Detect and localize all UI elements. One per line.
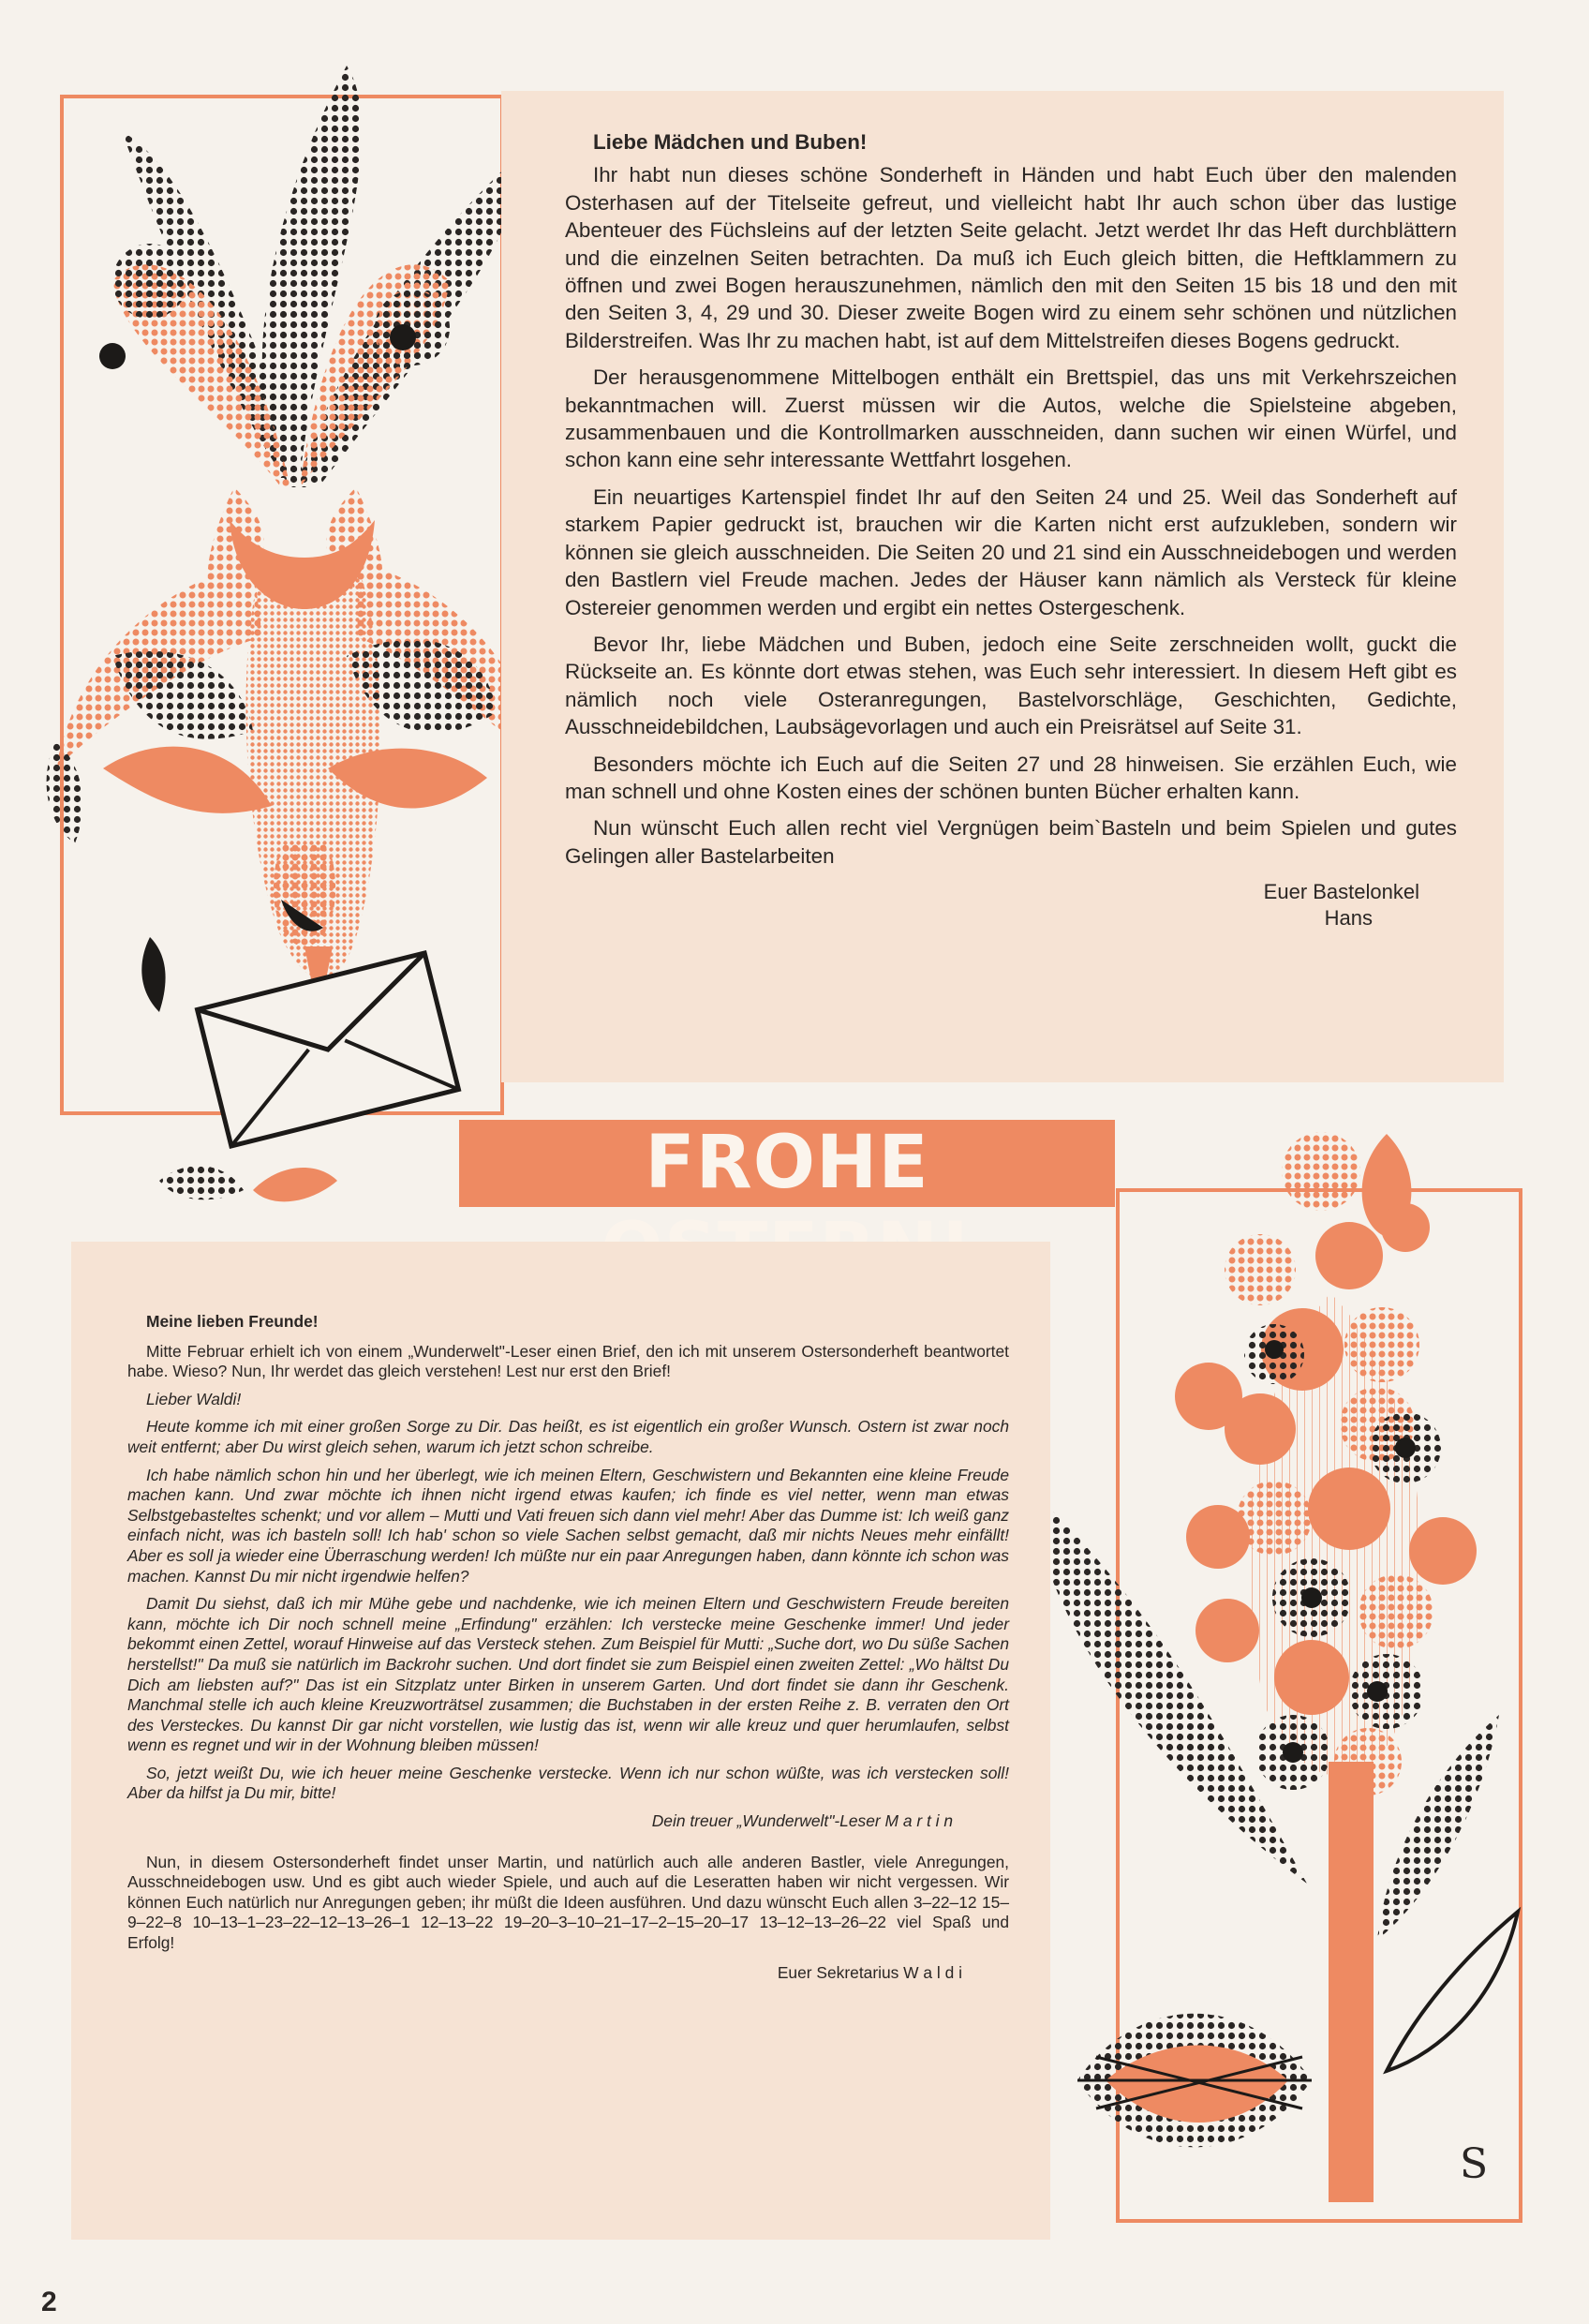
bird-illustration (47, 66, 563, 1201)
letter2-intro: Mitte Februar erhielt ich von einem „Wunderwelt"-Leser einen Brief, den ich mit unserem Ostersonderheft beantwortet habe. Wieso? Nun, Ihr werdet das gleich verstehen! Lest nur erst den Brief! (127, 1341, 1009, 1381)
letter1-paragraph: Besonders möchte ich Euch auf die Seiten 27 und 28 hinweisen. Sie erzählen Euch, wie man schnell und ohne Kosten eines der schönen bunten Bücher erhalten kann. (565, 752, 1457, 803)
letter1-sign-line2: Hans (1324, 906, 1373, 931)
letter2-letter-paragraph: Damit Du siehst, daß ich mir Mühe gebe und nachdenke, wie ich meinen Eltern und Geschwistern Freude bereiten kann, möchte ich Dir noch schnell meine „Erfindung" erzählen: Ich verstecke meine Geschenke immer! Und jeder bekommt einen Zettel, worauf Hinweise auf das Versteck stehen. Zum Beispiel für Mutti: „Suche dort, wo Du süße Sachen herstellst!" Da muß sie natürlich im Backrohr suchen. Und dort findet sie zum Beispiel einen zweiten Zettel: „Wo hältst Du Dich am liebsten auf?" Das ist ein Sitzplatz unter Birken in unserem Garten. Und dort findet sie dann ihr Geschenk. Manchmal stelle ich auch kleine Kreuzworträtsel zusammen; die Buchstaben in der ersten Reihe z. B. verraten den Ort des Versteckes. Du kannst Dir gar nicht vorstellen, wie lustig das ist, wenn wir alle kreuz und quer herumlaufen, selbst wenn es regnet und wir in der Wohnung bleiben müssen! (127, 1594, 1009, 1755)
artist-signature-mark: S (1460, 2140, 1489, 2188)
frohe-ostern-banner: FROHE (459, 1120, 1115, 1207)
letter2-outro: Nun, in diesem Ostersonderheft findet unser Martin, und natürlich auch alle anderen Bastler, viele Anregungen, Ausschneidebogen usw. Und es gibt auch wieder Spiele, und auch auf die Leseratten haben wir nicht vergessen. Wir können Euch natürlich nur Anregungen geben; ihr müßt die Ideen ausführen. Und dazu wünscht Euch allen 3–22–12 15–9–22–8 10–13–1–23–22–12–13–26–1 12–13–22 19–20–3–10–21–17–2–15–20–17 13–12–13–26–22 viel Spaß und Erfolg! (127, 1852, 1009, 1953)
letter2-letter-paragraph: Ich habe nämlich schon hin und her überlegt, wie ich meinen Eltern, Geschwistern und Bekannten eine kleine Freude machen kann. Und zwar möchte ich ihnen nicht irgend etwas kaufen; ich finde es viel netter, wenn man etwas Selbstgebasteltes schenkt; und vor allem – Mutti und Vati freuen sich dann viel mehr! Aber das Dumme ist: Ich weiß ganz einfach nicht, was ich basteln soll! Ich hab' schon so viele Sachen selbst gemacht, daß mir nichts Neues mehr einfällt! Aber es soll ja wieder eine Überraschung werden! Ich müßte nur ein paar Anregungen haben, dann könnte ich schon was machen. Kannst Du mir nicht irgendwie helfen? (127, 1465, 1009, 1586)
letter1-paragraph: Ein neuartiges Kartenspiel findet Ihr auf den Seiten 24 und 25. Weil das Sonderheft auf starkem Papier gedruckt ist, brauchen wir die Karten nicht erst aufzukleben, sondern wir können sie gleich ausschneiden. Die Seiten 20 und 21 sind ein Ausschneidebogen und werden den Bastlern viel Freude machen. Jedes der Häuser kann nämlich als Versteck für kleine Ostereier genommen werden und ergibt ein nettes Ostergeschenk. (565, 484, 1457, 619)
flower-illustration (1031, 1132, 1518, 2202)
letter2-greeting: Meine lieben Freunde! (146, 1312, 319, 1331)
letter1-paragraph: Ihr habt nun dieses schöne Sonderheft in Händen und habt Euch über den malenden Osterhasen auf der Titelseite gefreut, und vielleicht habt Ihr auch schon über das lustige Abenteuer des Füchsleins auf der letzten Seite gelacht. Jetzt werdet Ihr das Heft durchblättern und die einzelnen Seiten betrachten. Da muß ich Euch gleich bitten, die Heftklammern zu öffnen und zwei Bogen herauszunehmen, nämlich den mit den Seiten 15 bis 18 und den mit den Seiten 3, 4, 29 und 30. Dieser zweite Bogen wird zu einem sehr schönen und nützlichen Bilderstreifen. Was Ihr zu machen habt, ist auf dem Mittelstreifen dieses Bogens gedruckt. (565, 163, 1457, 352)
letter1-signature (565, 879, 1419, 931)
letter2-letter-paragraph: So, jetzt weißt Du, wie ich heuer meine Geschenke verstecke. Wenn ich nur schon wüßte, was ich verstecken soll! Aber da hilfst ja Du mir, bitte! (127, 1763, 1009, 1803)
letter2-sign: Euer Sekretarius W a l d i (777, 1962, 962, 1982)
letter1-greeting: Liebe Mädchen und Buben! (593, 130, 868, 154)
letter1-sign-line1: Euer Bastelonkel (1263, 880, 1419, 904)
letter-panel-hans (501, 91, 1504, 1082)
letter2-letter-paragraph: Heute komme ich mit einer großen Sorge zu Dir. Das heißt, es ist eigentlich ein großer Wunsch. Ostern ist zwar noch weit entfernt; aber Du wirst gleich sehen, warum ich jetzt schon schreibe. (127, 1417, 1009, 1456)
letter-panel-waldi (71, 1242, 1050, 2240)
letter2-salutation: Lieber Waldi! (146, 1389, 242, 1408)
letter1-paragraph: Der herausgenommene Mittelbogen enthält ein Brettspiel, das uns mit Verkehrszeichen bekanntmachen will. Zuerst müssen wir die Autos, welche die Spielsteine abgeben, zusammenbauen und die Kontrollmarken ausschneiden, dann suchen wir einen Würfel, und schon kann eine sehr interessante Wettfahrt losgehen. (565, 365, 1457, 472)
letter1-paragraph: Bevor Ihr, liebe Mädchen und Buben, jedoch eine Seite zerschneiden wollt, guckt die Rückseite an. Es könnte dort etwas stehen, was Euch sehr interessiert. In diesem Heft gibt es nämlich noch viele Osteranregungen, Bastelvorschläge, Geschichten, Gedichte, Ausschneidebildchen, Laubsägevorlagen und auch ein Preisrätsel auf Seite 31. (565, 632, 1457, 739)
page-number: 2 (41, 2287, 57, 2317)
letter2-letter-sign: Dein treuer „Wunderwelt"-Leser M a r t i n (651, 1811, 953, 1831)
letter1-paragraph: Nun wünscht Euch allen recht viel Vergnügen beim`Basteln und beim Spielen und gutes Gelingen aller Bastelarbeiten (565, 816, 1457, 868)
